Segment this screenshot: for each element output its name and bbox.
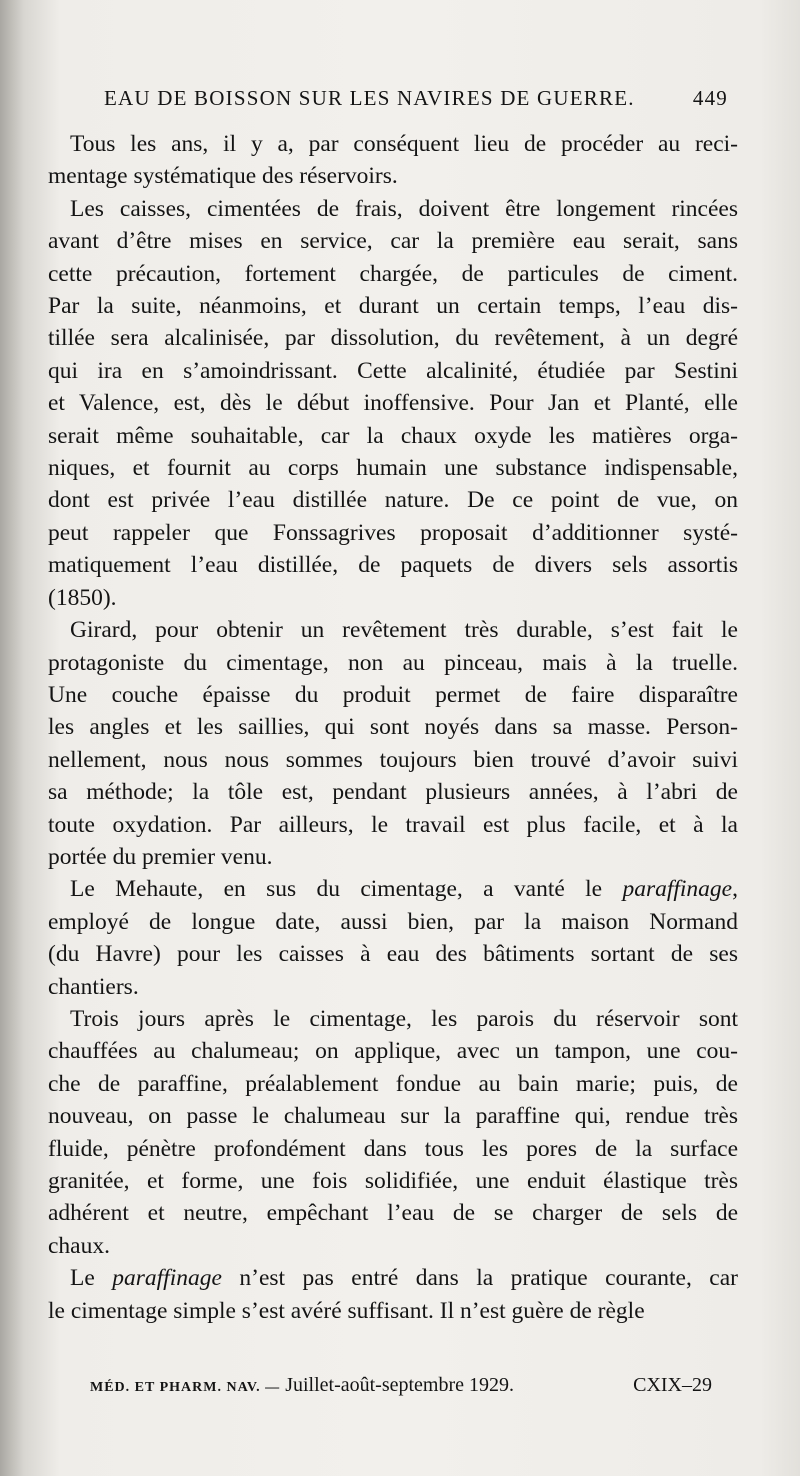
text-line: avant d’être mises en service, car la première eau serait, sans — [48, 228, 738, 255]
text-line: Les caisses, cimentées de frais, doivent être longement rincées — [70, 195, 738, 222]
text-line: chantiers. — [48, 973, 139, 1000]
text-line: (du Havre) pour les caisses à eau des bâtiments sortant de ses — [48, 941, 738, 968]
text-line: peut rappeler que Fonssagrives proposait d’additionner systé- — [48, 519, 738, 546]
text-line: les angles et les saillies, qui sont noyés dans sa masse. Person- — [48, 714, 738, 741]
text-line: sa méthode; la tôle est, pendant plusieurs années, à l’abri de — [48, 779, 738, 806]
journal-abbreviation: MÉD. ET PHARM. NAV. — — [90, 1380, 281, 1395]
text-line: chauffées au chalumeau; on applique, avec un tampon, une cou- — [48, 1038, 738, 1065]
text-line: employé de longue date, aussi bien, par la maison Normand — [48, 908, 738, 935]
text-line: granitée, et forme, une fois solidifiée, une enduit élastique très — [48, 1168, 738, 1194]
signature-mark: CXIX–29 — [633, 1374, 712, 1396]
text-line: matiquement l’eau distillée, de paquets de divers sels assortis — [48, 552, 738, 579]
text-line: fluide, pénètre profondément dans tous les pores de la surface — [48, 1135, 738, 1162]
paragraph — [48, 1003, 738, 1262]
text-line: protagoniste du cimentage, non au pinceau, mais à la truelle. — [48, 649, 738, 676]
text-line: che de paraffine, préalablement fondue au bain marie; puis, de — [48, 1070, 738, 1097]
text-line: Une couche épaisse du produit permet de faire disparaître — [48, 681, 738, 708]
text-line: cette précaution, fortement chargée, de particules de ciment. — [48, 260, 738, 287]
text-line: serait même souhaitable, car la chaux oxyde les matières orga- — [48, 422, 738, 449]
text-line: nellement, nous nous sommes toujours bien trouvé d’avoir suivi — [48, 746, 738, 773]
text-line: Le Mehaute, en sus du cimentage, a vanté le paraffinage, — [70, 876, 738, 903]
page-number: 449 — [692, 86, 728, 110]
text-line: Tous les ans, il y a, par conséquent lieu de procéder au reci- — [70, 131, 738, 157]
paragraph — [48, 128, 738, 193]
text-line: portée du premier venu. — [48, 843, 273, 870]
text-line: mentage systématique des réservoirs. — [48, 163, 398, 190]
text-line: dont est privée l’eau distillée nature. De ce point de vue, on — [48, 487, 738, 514]
text-line: chaux. — [48, 1232, 110, 1259]
text-line: toute oxydation. Par ailleurs, le travail est plus facile, et à la — [48, 811, 738, 838]
paragraph — [48, 614, 738, 873]
text-line: (1850). — [48, 584, 117, 611]
text-line: Le paraffinage n’est pas entré dans la pratique courante, car — [70, 1265, 738, 1292]
text-line: Girard, pour obtenir un revêtement très durable, s’est fait le — [70, 617, 738, 644]
running-header — [104, 86, 728, 111]
text-line: et Valence, est, dès le début inoffensive. Pour Jan et Planté, elle — [48, 390, 738, 417]
paragraph — [48, 193, 738, 614]
page-footer — [90, 1374, 712, 1397]
paragraph — [48, 1262, 738, 1327]
text-line: Par la suite, néanmoins, et durant un certain temps, l’eau dis- — [48, 293, 738, 320]
text-line: adhérent et neutre, empêchant l’eau de se charger de sels de — [48, 1200, 738, 1227]
body-text — [48, 128, 738, 1327]
text-line: qui ira en s’amoindrissant. Cette alcalinité, étudiée par Sestini — [48, 357, 738, 384]
issue-date: Juillet-août-septembre 1929. — [285, 1374, 515, 1396]
text-line: Trois jours après le cimentage, les parois du réservoir sont — [70, 1005, 738, 1032]
text-line: le cimentage simple s’est avéré suffisant. Il n’est guère de règle — [48, 1297, 645, 1324]
text-line: niques, et fournit au corps humain une substance indispensable, — [48, 455, 738, 482]
text-line: tillée sera alcalinisée, par dissolution, du revêtement, à un degré — [48, 325, 738, 352]
text-line: nouveau, on passe le chalumeau sur la paraffine qui, rendue très — [48, 1103, 738, 1130]
footer-citation — [90, 1374, 514, 1397]
paragraph — [48, 873, 738, 1003]
running-title: EAU DE BOISSON SUR LES NAVIRES DE GUERRE. — [104, 86, 635, 110]
